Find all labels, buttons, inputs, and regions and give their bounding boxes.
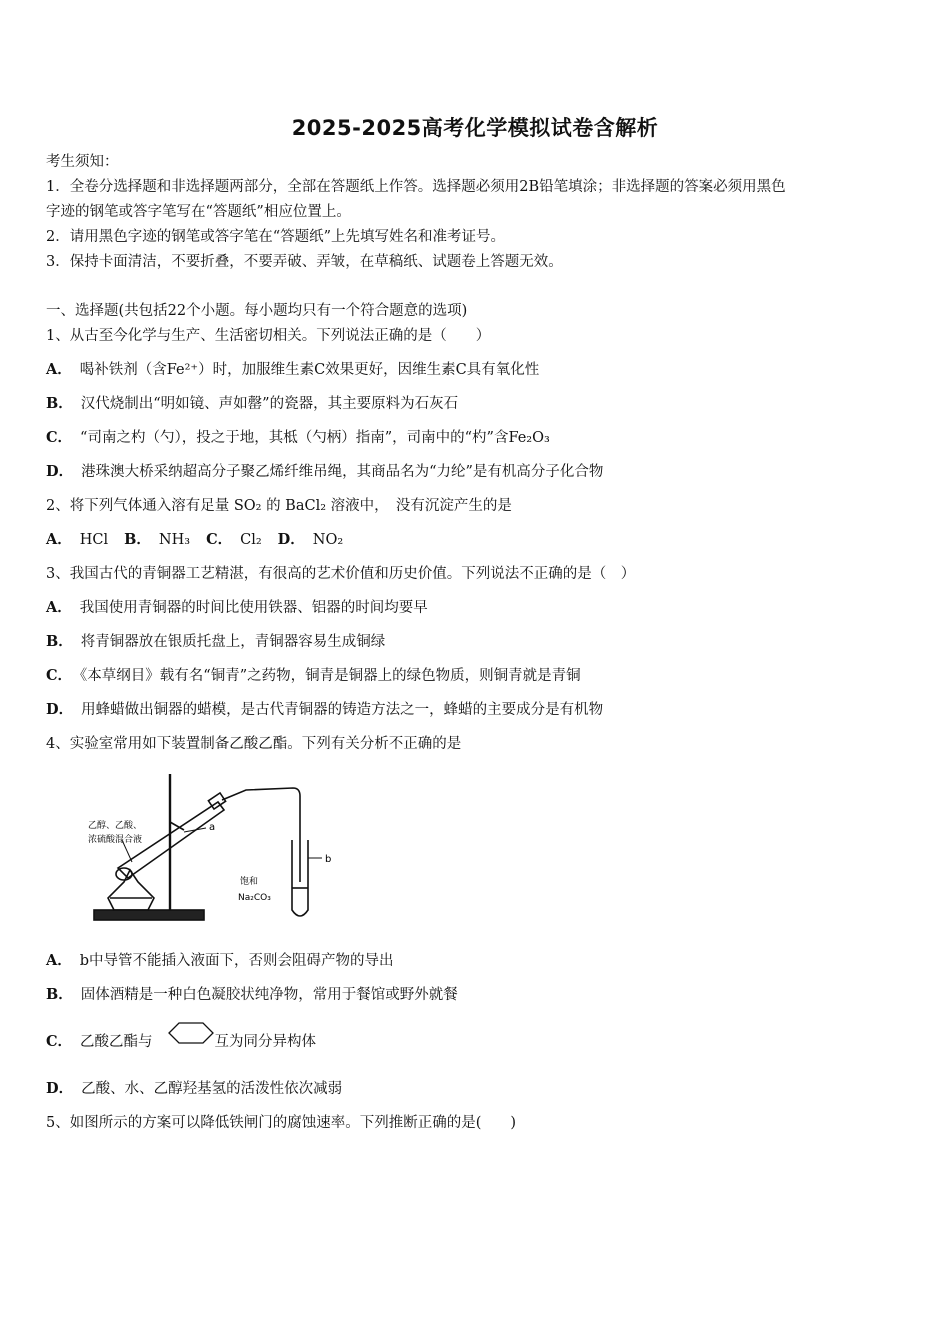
label-a: a [209, 822, 216, 833]
option-letter: C． [206, 531, 233, 548]
option-b-text: NH₃ [158, 532, 191, 548]
option-letter: D． [46, 463, 74, 480]
option-letter: A． [46, 952, 72, 969]
cyclohexane-ring-icon [165, 1020, 217, 1046]
option-text: “司南之杓（勺），投之于地，其柢（勺柄）指南”，司南中的“杓”含Fe₂O₃ [80, 430, 550, 446]
option-text: 固体酒精是一种白色凝胶状纯净物，常用于餐馆或野外就餐 [80, 987, 458, 1003]
question-3-option-d [46, 700, 603, 720]
option-letter: B． [124, 531, 151, 548]
option-text: b中导管不能插入液面下，否则会阻碍产物的导出 [79, 953, 394, 969]
option-letter: C． [46, 667, 73, 684]
option-letter: B． [46, 633, 73, 650]
option-text-pre: 乙酸乙酯与 [80, 1034, 153, 1050]
option-text: 喝补铁剂（含Fe²⁺）时，加服维生素C效果更好，因维生素C具有氧化性 [79, 362, 540, 378]
label-b: b [325, 854, 332, 865]
question-4-option-b [46, 985, 458, 1005]
question-1-option-d [46, 462, 603, 482]
question-1-option-a [46, 360, 539, 380]
question-4-stem: 4、实验室常用如下装置制备乙酸乙酯。下列有关分析不正确的是 [46, 736, 462, 752]
question-1-option-b [46, 394, 458, 414]
page-title: 2025-2025高考化学模拟试卷含解析 [291, 116, 659, 140]
question-4-option-a [46, 951, 394, 971]
question-2-options [46, 530, 343, 550]
question-3-option-a [46, 598, 428, 618]
option-text-post: 互为同分异构体 [214, 1034, 317, 1050]
option-text: 用蜂蜡做出铜器的蜡模，是古代青铜器的铸造方法之一，蜂蜡的主要成分是有机物 [81, 702, 604, 718]
question-1-stem: 1、从古至今化学与生产、生活密切相关。下列说法正确的是（ ） [46, 328, 491, 344]
notice-item-1: 1．全卷分选择题和非选择题两部分，全部在答题纸上作答。选择题必须用2B铅笔填涂；非选择题的答案必须用黑色 [46, 179, 786, 195]
option-a-text: HCl [79, 532, 109, 548]
option-letter: D． [46, 1080, 74, 1097]
apparatus-diagram [88, 770, 353, 928]
option-d-text: NO₂ [312, 532, 344, 548]
option-letter: A． [46, 599, 72, 616]
stand-base [94, 910, 204, 920]
question-3-stem: 3、我国古代的青铜器工艺精湛，有很高的艺术价值和历史价值。下列说法不正确的是（ ） [46, 566, 636, 582]
option-letter: D． [46, 701, 74, 718]
option-c-text: Cl₂ [240, 532, 262, 548]
notice-item-2: 2．请用黑色字迹的钢笔或答字笔在“答题纸”上先填写姓名和准考证号。 [46, 229, 506, 245]
option-letter: C． [46, 429, 73, 446]
delivery-tube [222, 788, 300, 882]
option-text: 我国使用青铜器的时间比使用铁器、铝器的时间均要早 [79, 600, 428, 616]
section-heading: 一、选择题(共包括22个小题。每小题均只有一个符合题意的选项) [46, 303, 468, 319]
option-text: 将青铜器放在银质托盘上，青铜器容易生成铜绿 [80, 634, 386, 650]
option-letter: A． [46, 361, 72, 378]
notice-item-3: 3．保持卡面清洁，不要折叠，不要弄破、弄皱，在草稿纸、试题卷上答题无效。 [46, 254, 563, 270]
option-text: 汉代烧制出“明如镜、声如罄”的瓷器，其主要原料为石灰石 [80, 396, 459, 412]
option-letter: C． [46, 1033, 73, 1050]
option-text: 《本草纲目》载有名“铜青”之药物，铜青是铜器上的绿色物质，则铜青就是青铜 [80, 668, 581, 684]
label-mixture-2: 浓硫酸混合液 [88, 835, 143, 845]
question-2-stem: 2、将下列气体通入溶有足量 SO₂ 的 BaCl₂ 溶液中， 没有沉淀产生的是 [46, 498, 512, 514]
label-mixture-1: 乙醇、乙酸、 [88, 821, 143, 831]
question-5-stem: 5、如图所示的方案可以降低铁闸门的腐蚀速率。下列推断正确的是( ) [46, 1115, 517, 1131]
question-3-option-c [46, 666, 581, 686]
option-text: 乙酸、水、乙醇羟基氢的活泼性依次减弱 [81, 1081, 343, 1097]
question-1-option-c [46, 428, 550, 448]
option-letter: D． [277, 531, 305, 548]
label-saturated-2: Na₂CO₃ [238, 893, 271, 903]
question-3-option-b [46, 632, 385, 652]
option-text: 港珠澳大桥采纳超高分子聚乙烯纤维吊绳，其商品名为“力纶”是有机高分子化合物 [81, 464, 604, 480]
notice-item-1-cont: 字迹的钢笔或答字笔写在“答题纸”相应位置上。 [46, 204, 351, 220]
question-4-option-d [46, 1079, 342, 1099]
option-letter: A． [46, 531, 72, 548]
label-saturated-1: 饱和 [240, 877, 259, 887]
option-letter: B． [46, 395, 73, 412]
notice-heading: 考生须知： [46, 154, 119, 170]
option-letter: B． [46, 986, 73, 1003]
